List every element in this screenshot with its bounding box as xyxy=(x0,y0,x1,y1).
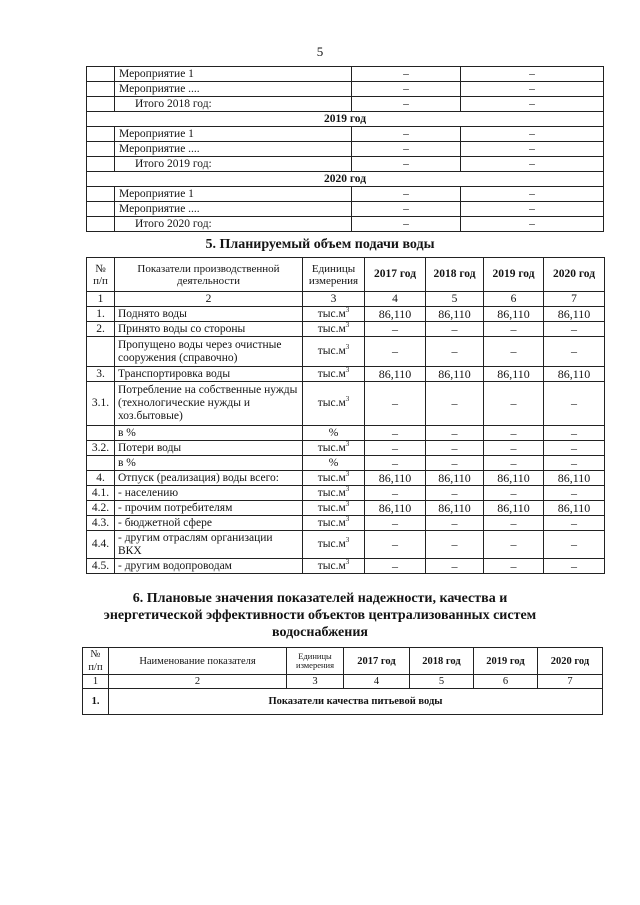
value-2018: – xyxy=(426,441,484,456)
value-cell: – xyxy=(461,127,604,142)
value-2020: 86,110 xyxy=(544,367,605,382)
row-num: 4. xyxy=(87,471,115,486)
colnum-2: 2 xyxy=(109,675,287,689)
value-cell: – xyxy=(461,202,604,217)
value-2019: – xyxy=(484,559,544,574)
unit-exponent: 3 xyxy=(345,499,350,508)
colnum-1: 1 xyxy=(87,292,115,307)
measure-label: Мероприятие .... xyxy=(115,202,352,217)
indicator-name: - бюджетной сфере xyxy=(115,516,303,531)
section6-title-line1: 6. Плановые значения показателей надежности, качества и xyxy=(132,591,508,606)
value-2018: – xyxy=(426,486,484,501)
value-2017: 86,110 xyxy=(365,367,426,382)
table-row xyxy=(87,367,605,382)
value-2018: – xyxy=(426,322,484,337)
value-2017: – xyxy=(365,486,426,501)
row-num: 4.3. xyxy=(87,516,115,531)
unit-exponent: 3 xyxy=(345,469,350,478)
indicator-name: в % xyxy=(115,456,303,471)
table-row xyxy=(87,202,604,217)
value-2018: – xyxy=(426,426,484,441)
indicator-name: - прочим потребителям xyxy=(115,501,303,516)
unit-cell xyxy=(303,322,365,337)
table-row xyxy=(87,382,605,426)
value-cell: – xyxy=(352,67,461,82)
value-2020: – xyxy=(544,322,605,337)
value-2017: – xyxy=(365,441,426,456)
unit-text: % xyxy=(328,426,339,439)
column-number-row xyxy=(87,292,605,307)
measures-table xyxy=(86,66,604,232)
value-2018: – xyxy=(426,516,484,531)
unit-exponent: 3 xyxy=(345,305,350,314)
colnum-4: 4 xyxy=(365,292,426,307)
table-row xyxy=(87,82,604,97)
unit-cell xyxy=(303,531,365,559)
total-row xyxy=(87,217,604,232)
row-num: 4.4. xyxy=(87,531,115,559)
unit-cell xyxy=(303,382,365,426)
row-num-cell xyxy=(87,202,115,217)
indicator-name: - другим отраслям организации ВКХ xyxy=(115,531,303,559)
colnum-7: 7 xyxy=(538,675,603,689)
value-2018: 86,110 xyxy=(426,367,484,382)
unit-exponent: 3 xyxy=(345,343,350,352)
value-2019: – xyxy=(484,486,544,501)
unit-text: тыс.м xyxy=(317,501,346,514)
header-unit: Единицы измерения xyxy=(303,258,365,292)
header-2020: 2020 год xyxy=(544,258,605,292)
unit-cell xyxy=(303,456,365,471)
unit-text: тыс.м xyxy=(317,538,346,550)
value-2018: – xyxy=(426,559,484,574)
year-header-row xyxy=(87,172,604,187)
header-2017: 2017 год xyxy=(365,258,426,292)
value-2019: – xyxy=(484,382,544,426)
row-num: 1. xyxy=(87,307,115,322)
value-2017: – xyxy=(365,382,426,426)
value-2019: – xyxy=(484,426,544,441)
value-cell: – xyxy=(352,82,461,97)
table-row xyxy=(87,307,605,322)
indicator-name: в % xyxy=(115,426,303,441)
measure-label: Мероприятие .... xyxy=(115,142,352,157)
table-row xyxy=(87,501,605,516)
table-row xyxy=(87,127,604,142)
header-2019: 2019 год xyxy=(474,648,538,675)
table-row xyxy=(87,531,605,559)
table-row xyxy=(87,559,605,574)
row-num-cell xyxy=(87,142,115,157)
measure-label: Итого 2019 год: xyxy=(115,157,352,172)
value-2020: – xyxy=(544,559,605,574)
value-cell: – xyxy=(461,82,604,97)
value-cell: – xyxy=(461,217,604,232)
table-row xyxy=(87,441,605,456)
row-num-cell xyxy=(87,217,115,232)
unit-text: тыс.м xyxy=(317,367,346,380)
value-2018: – xyxy=(426,382,484,426)
value-cell: – xyxy=(461,97,604,112)
unit-exponent: 3 xyxy=(345,365,350,374)
unit-cell xyxy=(303,501,365,516)
unit-text: тыс.м xyxy=(317,322,346,335)
colnum-2: 2 xyxy=(115,292,303,307)
indicator-name: - другим водопроводам xyxy=(115,559,303,574)
indicator-name: Отпуск (реализация) воды всего: xyxy=(115,471,303,486)
value-2019: 86,110 xyxy=(484,501,544,516)
value-2019: 86,110 xyxy=(484,471,544,486)
table-header-row xyxy=(83,648,603,675)
value-cell: – xyxy=(461,187,604,202)
page-number: 5 xyxy=(316,44,324,59)
value-cell: – xyxy=(352,187,461,202)
row-num-cell xyxy=(87,67,115,82)
unit-exponent: 3 xyxy=(345,536,350,545)
year-label: 2019 год xyxy=(87,112,604,127)
row-num: 1. xyxy=(83,689,109,715)
value-2020: – xyxy=(544,456,605,471)
row-num-cell xyxy=(87,157,115,172)
value-2020: – xyxy=(544,382,605,426)
table-row xyxy=(83,689,603,715)
value-2020: 86,110 xyxy=(544,307,605,322)
value-2019: 86,110 xyxy=(484,307,544,322)
value-2017: – xyxy=(365,426,426,441)
unit-text: тыс.м xyxy=(317,559,346,572)
value-2020: – xyxy=(544,337,605,367)
unit-text: тыс.м xyxy=(317,471,346,484)
table-row xyxy=(87,456,605,471)
header-name: Наименование показателя xyxy=(109,648,287,675)
unit-cell xyxy=(303,367,365,382)
value-2017: – xyxy=(365,531,426,559)
year-label: 2020 год xyxy=(87,172,604,187)
value-2019: 86,110 xyxy=(484,367,544,382)
colnum-3: 3 xyxy=(287,675,344,689)
value-2017: 86,110 xyxy=(365,501,426,516)
row-num-cell xyxy=(87,82,115,97)
value-cell: – xyxy=(352,127,461,142)
colnum-1: 1 xyxy=(83,675,109,689)
unit-cell xyxy=(303,337,365,367)
value-2020: – xyxy=(544,426,605,441)
value-2020: 86,110 xyxy=(544,501,605,516)
value-cell: – xyxy=(352,97,461,112)
colnum-7: 7 xyxy=(544,292,605,307)
measure-label: Итого 2018 год: xyxy=(115,97,352,112)
value-2017: – xyxy=(365,322,426,337)
row-num: 4.1. xyxy=(87,486,115,501)
row-num: 3.2. xyxy=(87,441,115,456)
value-2020: – xyxy=(544,441,605,456)
unit-text: тыс.м xyxy=(317,441,346,454)
header-2019: 2019 год xyxy=(484,258,544,292)
header-indicator: Показатели производственной деятельности xyxy=(115,258,303,292)
row-num: 3. xyxy=(87,367,115,382)
value-2019: – xyxy=(484,322,544,337)
table-row xyxy=(87,322,605,337)
column-number-row xyxy=(83,675,603,689)
unit-text: тыс.м xyxy=(317,307,346,320)
unit-exponent: 3 xyxy=(345,484,350,493)
value-cell: – xyxy=(461,142,604,157)
indicator-name: - населению xyxy=(115,486,303,501)
row-num-cell xyxy=(87,187,115,202)
colnum-5: 5 xyxy=(410,675,474,689)
table-row xyxy=(87,187,604,202)
unit-cell xyxy=(303,559,365,574)
unit-text: % xyxy=(328,456,339,469)
total-row xyxy=(87,157,604,172)
table-row xyxy=(87,471,605,486)
row-num: 4.2. xyxy=(87,501,115,516)
measure-label: Итого 2020 год: xyxy=(115,217,352,232)
value-2019: – xyxy=(484,337,544,367)
value-2019: – xyxy=(484,531,544,559)
header-2018: 2018 год xyxy=(426,258,484,292)
table-row xyxy=(87,426,605,441)
indicator-name: Пропущено воды через очистные сооружения (справочно) xyxy=(115,337,303,367)
value-2019: – xyxy=(484,441,544,456)
value-2020: – xyxy=(544,531,605,559)
unit-cell xyxy=(303,471,365,486)
unit-cell xyxy=(303,486,365,501)
unit-cell xyxy=(303,426,365,441)
table-header-row xyxy=(87,258,605,292)
value-cell: – xyxy=(352,217,461,232)
row-num xyxy=(87,456,115,471)
indicator-name: Транспортировка воды xyxy=(115,367,303,382)
indicator-name: Потребление на собственные нужды (технологические нужды и хоз.бытовые) xyxy=(115,382,303,426)
row-num: 4.5. xyxy=(87,559,115,574)
header-num: № п/п xyxy=(83,648,109,675)
value-2017: – xyxy=(365,337,426,367)
indicator-name: Поднято воды xyxy=(115,307,303,322)
table-row xyxy=(87,516,605,531)
header-unit: Единицы измерения xyxy=(287,648,344,675)
measure-label: Мероприятие 1 xyxy=(115,187,352,202)
colnum-3: 3 xyxy=(303,292,365,307)
indicator-name: Потери воды xyxy=(115,441,303,456)
row-group-label: Показатели качества питьевой воды xyxy=(109,689,603,715)
row-num: 2. xyxy=(87,322,115,337)
value-2018: – xyxy=(426,337,484,367)
value-2018: – xyxy=(426,456,484,471)
value-2020: – xyxy=(544,486,605,501)
value-2019: – xyxy=(484,456,544,471)
table-row xyxy=(87,337,605,367)
unit-exponent: 3 xyxy=(345,514,350,523)
value-2020: – xyxy=(544,516,605,531)
value-cell: – xyxy=(352,157,461,172)
measure-label: Мероприятие .... xyxy=(115,82,352,97)
row-num: 3.1. xyxy=(87,382,115,426)
value-2018: 86,110 xyxy=(426,501,484,516)
colnum-4: 4 xyxy=(344,675,410,689)
value-cell: – xyxy=(352,142,461,157)
unit-exponent: 3 xyxy=(345,395,350,404)
water-supply-table xyxy=(86,257,605,574)
unit-cell xyxy=(303,307,365,322)
section6-title xyxy=(0,590,640,641)
value-2017: – xyxy=(365,559,426,574)
unit-text: тыс.м xyxy=(317,486,346,499)
unit-exponent: 3 xyxy=(345,557,350,566)
year-header-row xyxy=(87,112,604,127)
header-2020: 2020 год xyxy=(538,648,603,675)
unit-text: тыс.м xyxy=(317,397,346,409)
header-2018: 2018 год xyxy=(410,648,474,675)
value-cell: – xyxy=(352,202,461,217)
row-num-cell xyxy=(87,127,115,142)
value-2018: 86,110 xyxy=(426,307,484,322)
value-2017: – xyxy=(365,516,426,531)
value-2017: 86,110 xyxy=(365,307,426,322)
colnum-6: 6 xyxy=(474,675,538,689)
colnum-6: 6 xyxy=(484,292,544,307)
table-row xyxy=(87,142,604,157)
unit-exponent: 3 xyxy=(345,439,350,448)
value-cell: – xyxy=(461,67,604,82)
table-row xyxy=(87,67,604,82)
measure-label: Мероприятие 1 xyxy=(115,67,352,82)
row-num xyxy=(87,337,115,367)
value-2019: – xyxy=(484,516,544,531)
header-2017: 2017 год xyxy=(344,648,410,675)
indicator-name: Принято воды со стороны xyxy=(115,322,303,337)
table-row xyxy=(87,486,605,501)
value-2018: 86,110 xyxy=(426,471,484,486)
unit-text: тыс.м xyxy=(317,345,346,357)
unit-cell xyxy=(303,441,365,456)
measure-label: Мероприятие 1 xyxy=(115,127,352,142)
indicators-table xyxy=(82,647,603,715)
value-cell: – xyxy=(461,157,604,172)
unit-exponent: 3 xyxy=(345,320,350,329)
section5-title: 5. Планируемый объем подачи воды xyxy=(205,237,435,252)
row-num xyxy=(87,426,115,441)
total-row xyxy=(87,97,604,112)
value-2017: 86,110 xyxy=(365,471,426,486)
row-num-cell xyxy=(87,97,115,112)
section6-title-line2: энергетической эффективности объектов централизованных систем xyxy=(103,608,537,623)
unit-text: тыс.м xyxy=(317,516,346,529)
value-2017: – xyxy=(365,456,426,471)
colnum-5: 5 xyxy=(426,292,484,307)
value-2018: – xyxy=(426,531,484,559)
unit-cell xyxy=(303,516,365,531)
section6-title-line3: водоснабжения xyxy=(272,625,368,640)
value-2020: 86,110 xyxy=(544,471,605,486)
header-num: № п/п xyxy=(87,258,115,292)
